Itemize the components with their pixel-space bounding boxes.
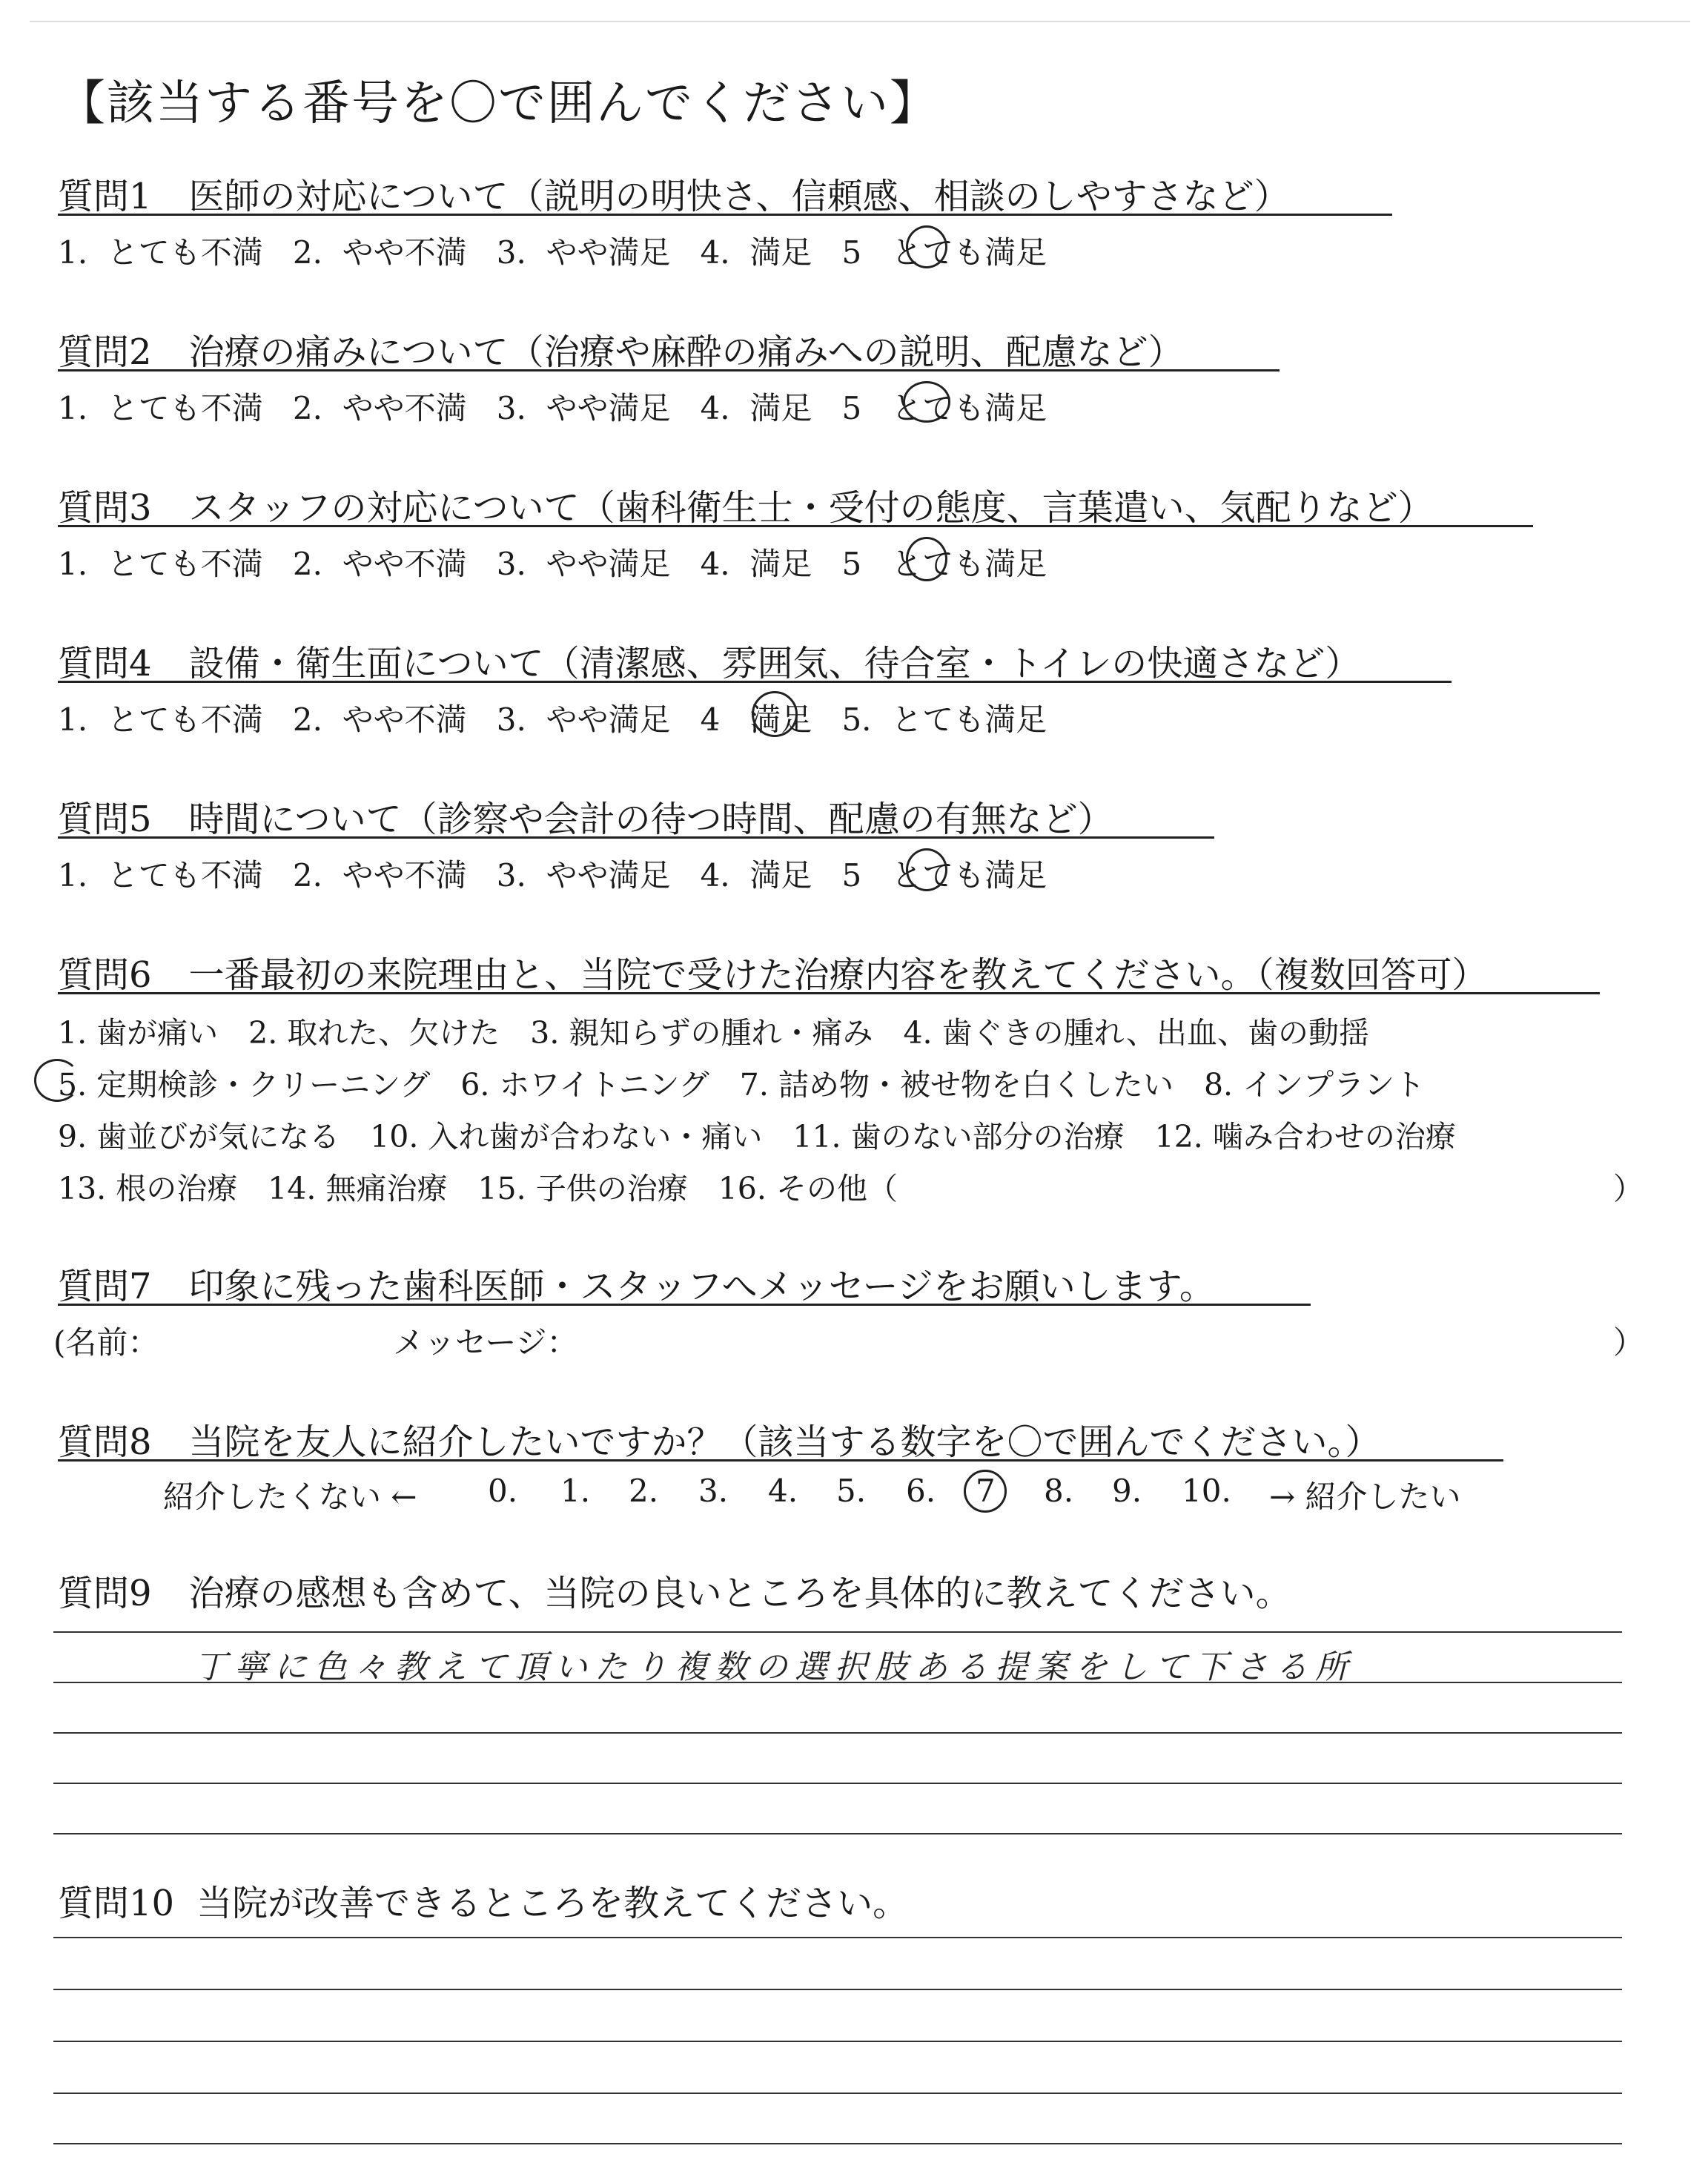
question-1-options xyxy=(58,228,1047,273)
q2-answer-circle xyxy=(903,381,950,423)
q7-name-label: (名前： xyxy=(53,1324,159,1361)
q5-opt-3-label: やや満足 xyxy=(546,857,671,894)
q2-opt-3-num[interactable]: 3. xyxy=(496,390,526,426)
page-title: 【該当する番号を〇で囲んでください】 xyxy=(58,76,939,131)
question-9-text: 治療の感想も含めて、当院の良いところを具体的に教えてください。 xyxy=(188,1573,1291,1614)
question-3-label: 質問3 xyxy=(58,487,152,529)
question-10 xyxy=(58,1875,908,1926)
q3-opt-4-label: 満足 xyxy=(749,546,812,582)
q9-answer-line-1 xyxy=(53,1631,1622,1633)
q5-opt-2-num[interactable]: 2. xyxy=(292,857,322,894)
q1-opt-2-label: やや不満 xyxy=(342,234,467,271)
question-1 xyxy=(58,168,1290,219)
q4-opt-5-label: とても満足 xyxy=(891,701,1047,738)
q3-opt-2-label: やや不満 xyxy=(342,546,467,582)
q1-opt-1-label: とても不満 xyxy=(107,234,263,271)
q1-opt-3-num[interactable]: 3. xyxy=(496,234,526,271)
q6-options-row-2: 5. 定期検診・クリーニング 6. ホワイトニング 7. 詰め物・被せ物を白くしたい 8. インプラント xyxy=(58,1067,1426,1103)
q2-opt-1-label: とても不満 xyxy=(107,390,263,426)
q4-opt-3-label: やや満足 xyxy=(546,701,671,738)
q8-scale-9[interactable]: 9. xyxy=(1112,1473,1142,1509)
question-2-underline xyxy=(58,369,1280,371)
q2-opt-2-num[interactable]: 2. xyxy=(292,390,322,426)
q2-opt-2-label: やや不満 xyxy=(342,390,467,426)
q3-opt-5-num[interactable]: 5 xyxy=(841,546,862,582)
q6-answer-circle xyxy=(34,1059,80,1102)
question-6-label: 質問6 xyxy=(58,954,152,996)
q5-opt-1-num[interactable]: 1. xyxy=(58,857,88,894)
q4-opt-4-num[interactable]: 4 xyxy=(700,701,721,738)
q2-opt-3-label: やや満足 xyxy=(546,390,671,426)
q5-opt-1-label: とても不満 xyxy=(107,857,263,894)
question-4-options xyxy=(58,696,1047,740)
question-10-text: 当院が改善できるところを教えてください。 xyxy=(196,1883,909,1924)
question-6-underline xyxy=(58,992,1600,994)
question-4-text: 設備・衛生面について（清潔感、雰囲気、待合室・トイレの快適さなど） xyxy=(188,643,1361,684)
question-9 xyxy=(58,1565,1291,1616)
q5-opt-4-num[interactable]: 4. xyxy=(700,857,730,894)
question-5-label: 質問5 xyxy=(58,799,152,840)
q8-scale-7[interactable]: 7 xyxy=(976,1473,996,1509)
q4-opt-3-num[interactable]: 3. xyxy=(496,701,526,738)
q8-answer-circle xyxy=(964,1470,1007,1513)
question-3-underline xyxy=(58,525,1533,527)
q4-opt-4-label: 満足 xyxy=(749,701,812,738)
q2-opt-4-num[interactable]: 4. xyxy=(700,390,730,426)
question-8-label: 質問8 xyxy=(58,1421,152,1463)
q4-opt-5-num[interactable]: 5. xyxy=(841,701,872,738)
q8-right-label: → 紹介したい xyxy=(1269,1479,1461,1515)
q1-opt-5-label: とても満足 xyxy=(891,234,1047,271)
q5-opt-5-num[interactable]: 5 xyxy=(841,857,862,894)
q8-scale-10[interactable]: 10. xyxy=(1182,1473,1231,1509)
q8-scale-8[interactable]: 8. xyxy=(1044,1473,1074,1509)
question-1-underline xyxy=(58,214,1392,216)
q8-scale-3[interactable]: 3. xyxy=(698,1473,729,1509)
question-2 xyxy=(58,323,1184,374)
q6-options-row-4: 13. 根の治療 14. 無痛治療 15. 子供の治療 16. その他（ xyxy=(58,1171,898,1206)
question-5-options xyxy=(58,851,1047,896)
q1-answer-circle xyxy=(906,225,947,268)
q2-opt-5-num[interactable]: 5 xyxy=(841,390,862,426)
q8-left-label: 紹介したくない ← xyxy=(163,1479,417,1515)
q8-scale-1[interactable]: 1. xyxy=(560,1473,591,1509)
q10-answer-line-4[interactable] xyxy=(53,2093,1622,2094)
question-6-text: 一番最初の来院理由と、当院で受けた治療内容を教えてください。（複数回答可） xyxy=(188,954,1488,996)
q4-opt-1-num[interactable]: 1. xyxy=(58,701,88,738)
q6-options-row-3: 9. 歯並びが気になる 10. 入れ歯が合わない・痛い 11. 歯のない部分の治療 12. 噛み合わせの治療 xyxy=(58,1119,1456,1155)
q3-opt-1-num[interactable]: 1. xyxy=(58,546,88,582)
question-7 xyxy=(58,1258,1215,1309)
q4-answer-circle xyxy=(752,691,798,737)
q1-opt-4-num[interactable]: 4. xyxy=(700,234,730,271)
q5-opt-2-label: やや不満 xyxy=(342,857,467,894)
q4-opt-1-label: とても不満 xyxy=(107,701,263,738)
q5-opt-4-label: 満足 xyxy=(749,857,812,894)
q6-other-close-paren: ） xyxy=(1613,1171,1644,1206)
question-3 xyxy=(58,479,1434,530)
q3-opt-5-label: とても満足 xyxy=(891,546,1047,582)
q9-answer-line-4[interactable] xyxy=(53,1783,1622,1784)
q9-answer-line-2[interactable] xyxy=(53,1682,1622,1683)
question-7-text: 印象に残った歯科医師・スタッフへメッセージをお願いします。 xyxy=(188,1266,1215,1307)
q8-scale-2[interactable]: 2. xyxy=(629,1473,659,1509)
question-7-label: 質問7 xyxy=(58,1266,152,1307)
question-8-text: 当院を友人に紹介したいですか？（該当する数字を〇で囲んでください。） xyxy=(188,1421,1381,1463)
q3-opt-3-label: やや満足 xyxy=(546,546,671,582)
q3-opt-1-label: とても不満 xyxy=(107,546,263,582)
q5-opt-3-num[interactable]: 3. xyxy=(496,857,526,894)
question-4-underline xyxy=(58,681,1452,683)
question-3-options xyxy=(58,540,1047,584)
q6-options-row-1: 1. 歯が痛い 2. 取れた、欠けた 3. 親知らずの腫れ・痛み 4. 歯ぐきの腫れ、出血、歯の動揺 xyxy=(58,1015,1370,1051)
question-3-text: スタッフの対応について（歯科衛生士・受付の態度、言葉遣い、気配りなど） xyxy=(188,487,1434,529)
q1-opt-5-num[interactable]: 5 xyxy=(841,234,862,271)
q1-opt-3-label: やや満足 xyxy=(546,234,671,271)
question-4-label: 質問4 xyxy=(58,643,152,684)
q3-opt-2-num[interactable]: 2. xyxy=(292,546,322,582)
q8-scale-5[interactable]: 5. xyxy=(836,1473,867,1509)
q4-opt-2-label: やや不満 xyxy=(342,701,467,738)
question-2-options xyxy=(58,384,1047,429)
q1-opt-1-num[interactable]: 1. xyxy=(58,234,88,271)
question-7-underline xyxy=(58,1304,1311,1306)
question-5-text: 時間について（診察や会計の待つ時間、配慮の有無など） xyxy=(188,799,1113,840)
q8-scale-6[interactable]: 6. xyxy=(906,1473,936,1509)
question-5-underline xyxy=(58,836,1214,839)
question-10-label: 質問10 xyxy=(58,1883,175,1924)
q7-message-label: メッセージ： xyxy=(393,1324,578,1361)
q1-opt-4-label: 満足 xyxy=(749,234,812,271)
q10-answer-line-2[interactable] xyxy=(53,1989,1622,1990)
q10-answer-line-3[interactable] xyxy=(53,2041,1622,2042)
page-top-edge xyxy=(30,21,1690,22)
q2-opt-1-num[interactable]: 1. xyxy=(58,390,88,426)
q5-answer-circle xyxy=(906,848,947,891)
q9-answer-line-3[interactable] xyxy=(53,1732,1622,1734)
q5-opt-5-label: とても満足 xyxy=(891,857,1047,894)
question-2-text: 治療の痛みについて（治療や麻酔の痛みへの説明、配慮など） xyxy=(188,331,1184,373)
question-9-label: 質問9 xyxy=(58,1573,152,1614)
q8-scale-0[interactable]: 0. xyxy=(488,1473,518,1509)
q10-answer-line-1[interactable] xyxy=(53,1937,1622,1938)
q10-answer-line-5[interactable] xyxy=(53,2143,1622,2144)
q3-opt-4-num[interactable]: 4. xyxy=(700,546,730,582)
q4-opt-2-num[interactable]: 2. xyxy=(292,701,322,738)
question-4 xyxy=(58,635,1360,686)
q2-opt-4-label: 満足 xyxy=(749,390,812,426)
q9-handwritten-answer: 丁寧に色々教えて頂いたり複数の選択肢ある提案をして下さる所 xyxy=(194,1648,1355,1686)
q3-answer-circle xyxy=(906,537,947,581)
question-1-text: 医師の対応について（説明の明快さ、信頼感、相談のしやすさなど） xyxy=(188,176,1290,217)
question-5 xyxy=(58,790,1113,842)
q9-answer-line-5[interactable] xyxy=(53,1833,1622,1834)
question-1-label: 質問1 xyxy=(58,176,152,217)
q2-opt-5-label: とても満足 xyxy=(891,390,1047,426)
question-8-underline xyxy=(58,1459,1503,1462)
q8-scale-4[interactable]: 4. xyxy=(768,1473,798,1509)
question-8 xyxy=(58,1413,1381,1464)
question-6 xyxy=(58,946,1488,997)
q7-close-paren: ） xyxy=(1613,1324,1645,1361)
q1-opt-2-num[interactable]: 2. xyxy=(292,234,322,271)
q3-opt-3-num[interactable]: 3. xyxy=(496,546,526,582)
question-2-label: 質問2 xyxy=(58,331,152,373)
